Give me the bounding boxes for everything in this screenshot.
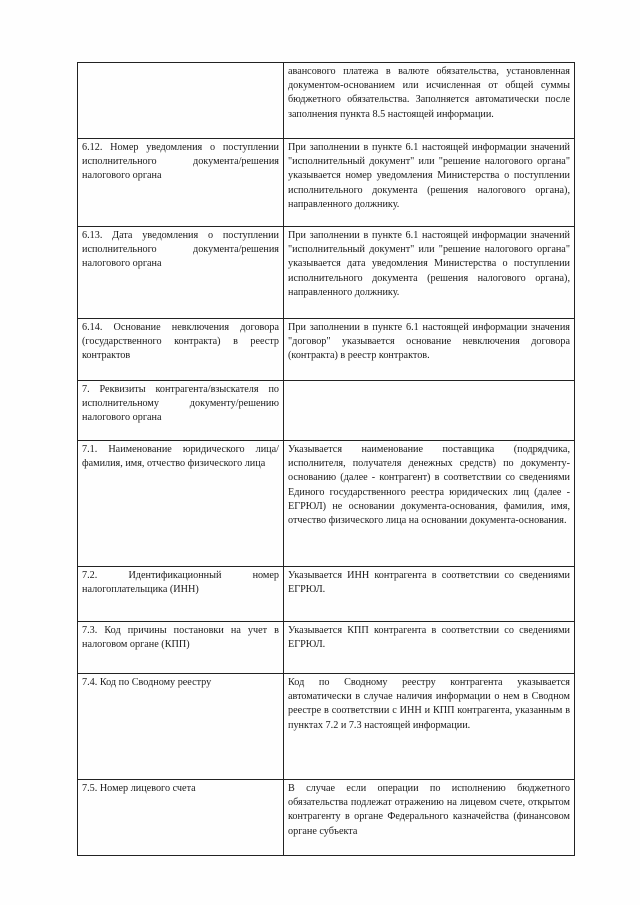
- row-description: Код по Сводному реестру контрагента указывается автоматически в случае наличия информации о нем в Сводном реестре в соответствии с ИНН и КПП контрагента, указанным в пунктах 7.2 и 7.3 настоящей информации.: [284, 674, 575, 780]
- row-description: При заполнении в пункте 6.1 настоящей информации значений "исполнительный документ" или "решение налогового органа" указывается дата уведомления Министерства о поступлении исполнительного документа (решения налогового органа), направленного должнику.: [284, 227, 575, 319]
- table-row: [78, 227, 575, 319]
- row-description: При заполнении в пункте 6.1 настоящей информации значения "договор" указывается основание невключения договора (контракта) в реестр контрактов.: [284, 319, 575, 381]
- row-field-name: [78, 63, 284, 139]
- table-row: [78, 63, 575, 139]
- table-row: [78, 139, 575, 227]
- table-row: [78, 381, 575, 441]
- row-description: Указывается наименование поставщика (подрядчика, исполнителя, получателя денежных средств) по документу-основанию (далее - контрагент) в соответствии со сведениями Единого государственного реестра юридических лиц (далее - ЕГРЮЛ) не основании документа-основания, фамилия, имя, отчество физического лица на основании документа-основания.: [284, 441, 575, 567]
- row-description: [284, 381, 575, 441]
- table-row: [78, 319, 575, 381]
- row-field-name: 7.1. Наименование юридического лица/фамилия, имя, отчество физического лица: [78, 441, 284, 567]
- table-row: [78, 622, 575, 674]
- row-field-name: 7. Реквизиты контрагента/взыскателя по исполнительному документу/решению налогового органа: [78, 381, 284, 441]
- row-field-name: 7.2. Идентификационный номер налогоплательщика (ИНН): [78, 567, 284, 622]
- requisites-table: [77, 62, 575, 856]
- row-field-name: 7.4. Код по Сводному реестру: [78, 674, 284, 780]
- row-description: При заполнении в пункте 6.1 настоящей информации значений "исполнительный документ" или "решение налогового органа" указывается номер уведомления Министерства о поступлении исполнительного документа (решения налогового органа), направленного должнику.: [284, 139, 575, 227]
- row-description: Указывается ИНН контрагента в соответствии со сведениями ЕГРЮЛ.: [284, 567, 575, 622]
- table-row: [78, 441, 575, 567]
- row-description: В случае если операции по исполнению бюджетного обязательства подлежат отражению на лицевом счете, открытом контрагенту в органе Федерального казначейства (финансовом органе субъекта: [284, 780, 575, 856]
- table-row: [78, 780, 575, 856]
- row-field-name: 6.12. Номер уведомления о поступлении исполнительного документа/решения налогового органа: [78, 139, 284, 227]
- table-row: [78, 567, 575, 622]
- row-field-name: 6.13. Дата уведомления о поступлении исполнительного документа/решения налогового органа: [78, 227, 284, 319]
- row-description: Указывается КПП контрагента в соответствии со сведениями ЕГРЮЛ.: [284, 622, 575, 674]
- row-description: авансового платежа в валюте обязательства, установленная документом-основанием или исчисленная от общей суммы бюджетного обязательства. Заполняется автоматически после заполнения пункта 8.5 настоящей информации.: [284, 63, 575, 139]
- row-field-name: 7.5. Номер лицевого счета: [78, 780, 284, 856]
- row-field-name: 6.14. Основание невключения договора (государственного контракта) в реестр контрактов: [78, 319, 284, 381]
- row-field-name: 7.3. Код причины постановки на учет в налоговом органе (КПП): [78, 622, 284, 674]
- table-row: [78, 674, 575, 780]
